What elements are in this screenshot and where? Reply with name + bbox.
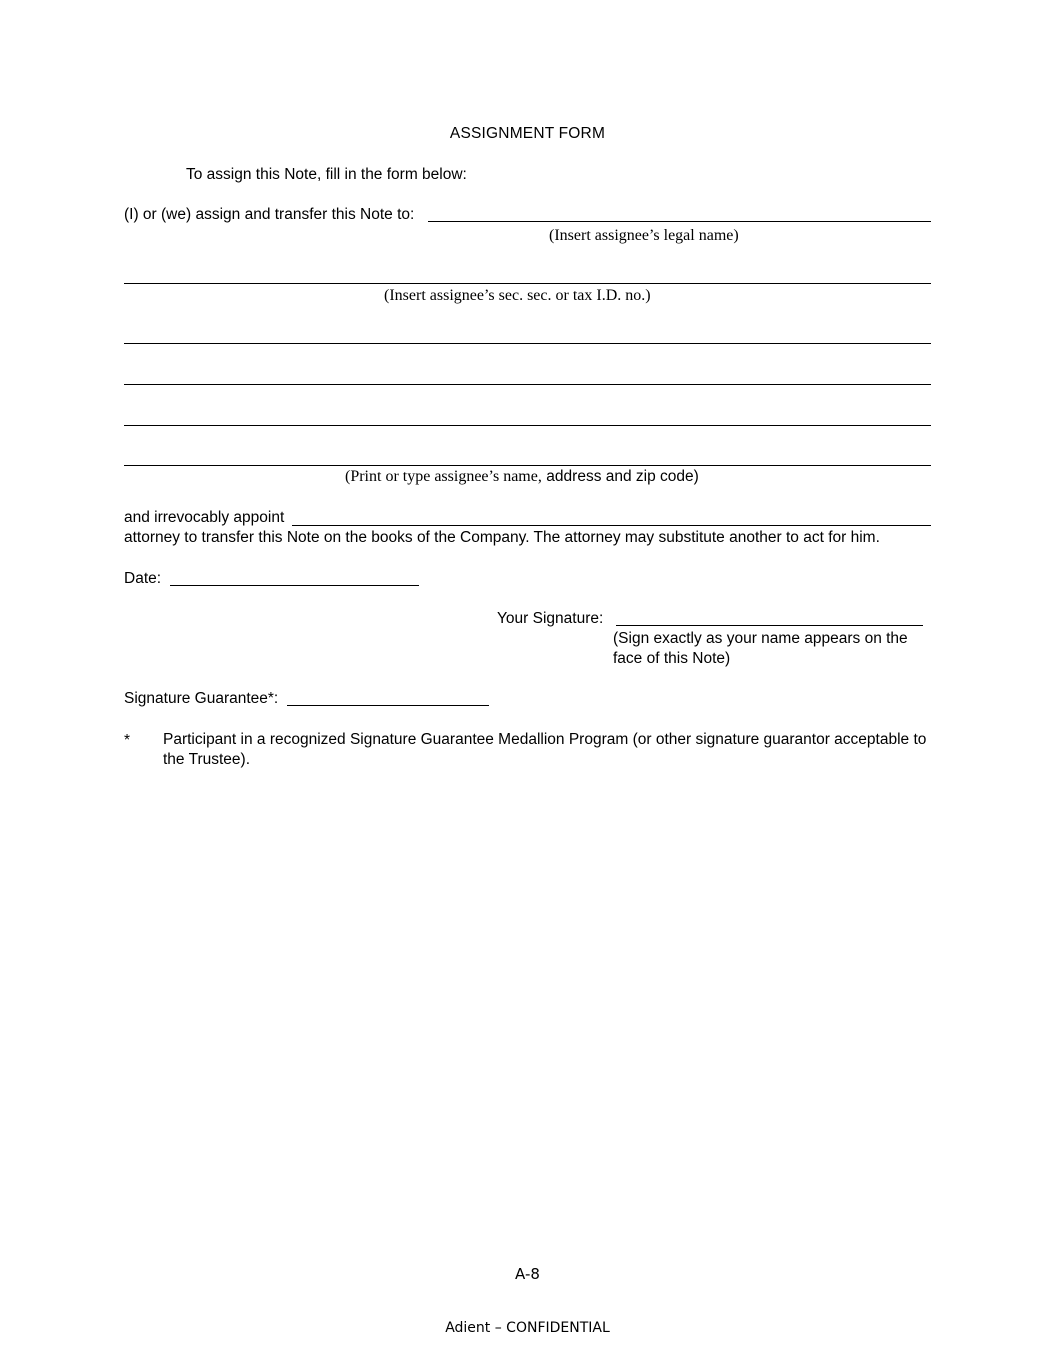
page-number: A-8 — [515, 1265, 540, 1283]
date-label: Date: — [124, 570, 162, 587]
guarantee-field[interactable] — [287, 705, 489, 706]
signature-caption-line-1: (Sign exactly as your name appears on the — [613, 630, 908, 647]
attorney-name-field[interactable] — [292, 525, 931, 526]
footer-text: Adient – CONFIDENTIAL — [445, 1320, 610, 1336]
assignee-address-caption-serif: (Print or type assignee’s name, — [345, 468, 542, 485]
signature-field[interactable] — [616, 625, 923, 626]
appoint-label: and irrevocably appoint — [124, 509, 285, 526]
footnote-line-1: Participant in a recognized Signature Guarantee Medallion Program (or other signature guarantor acceptable to — [163, 731, 927, 748]
footnote-marker: * — [124, 732, 131, 749]
assignee-name-field[interactable] — [428, 221, 931, 222]
assignee-address-line-3[interactable] — [124, 425, 931, 426]
signature-caption-line-2: face of this Note) — [613, 650, 731, 667]
assignee-address-caption — [345, 467, 699, 487]
footnote-line-2: the Trustee). — [163, 751, 251, 768]
form-title: ASSIGNMENT FORM — [449, 125, 606, 142]
assignee-tax-id-caption: (Insert assignee’s sec. sec. or tax I.D. no.) — [384, 287, 651, 304]
date-field[interactable] — [170, 585, 419, 586]
attorney-text: attorney to transfer this Note on the books of the Company. The attorney may substitute another to act for him. — [124, 529, 880, 546]
assignee-name-caption: (Insert assignee’s legal name) — [549, 227, 739, 244]
assignee-address-caption-sans: address and zip code) — [546, 468, 699, 485]
signature-label: Your Signature: — [497, 610, 604, 627]
assignee-address-line-2[interactable] — [124, 384, 931, 385]
assign-label: (I) or (we) assign and transfer this Note to: — [124, 206, 415, 223]
intro-text: To assign this Note, fill in the form below: — [186, 166, 467, 183]
assignee-address-line-4[interactable] — [124, 465, 931, 466]
assignee-address-line-1[interactable] — [124, 343, 931, 344]
guarantee-label: Signature Guarantee*: — [124, 690, 279, 707]
assignee-tax-id-field[interactable] — [124, 283, 931, 284]
